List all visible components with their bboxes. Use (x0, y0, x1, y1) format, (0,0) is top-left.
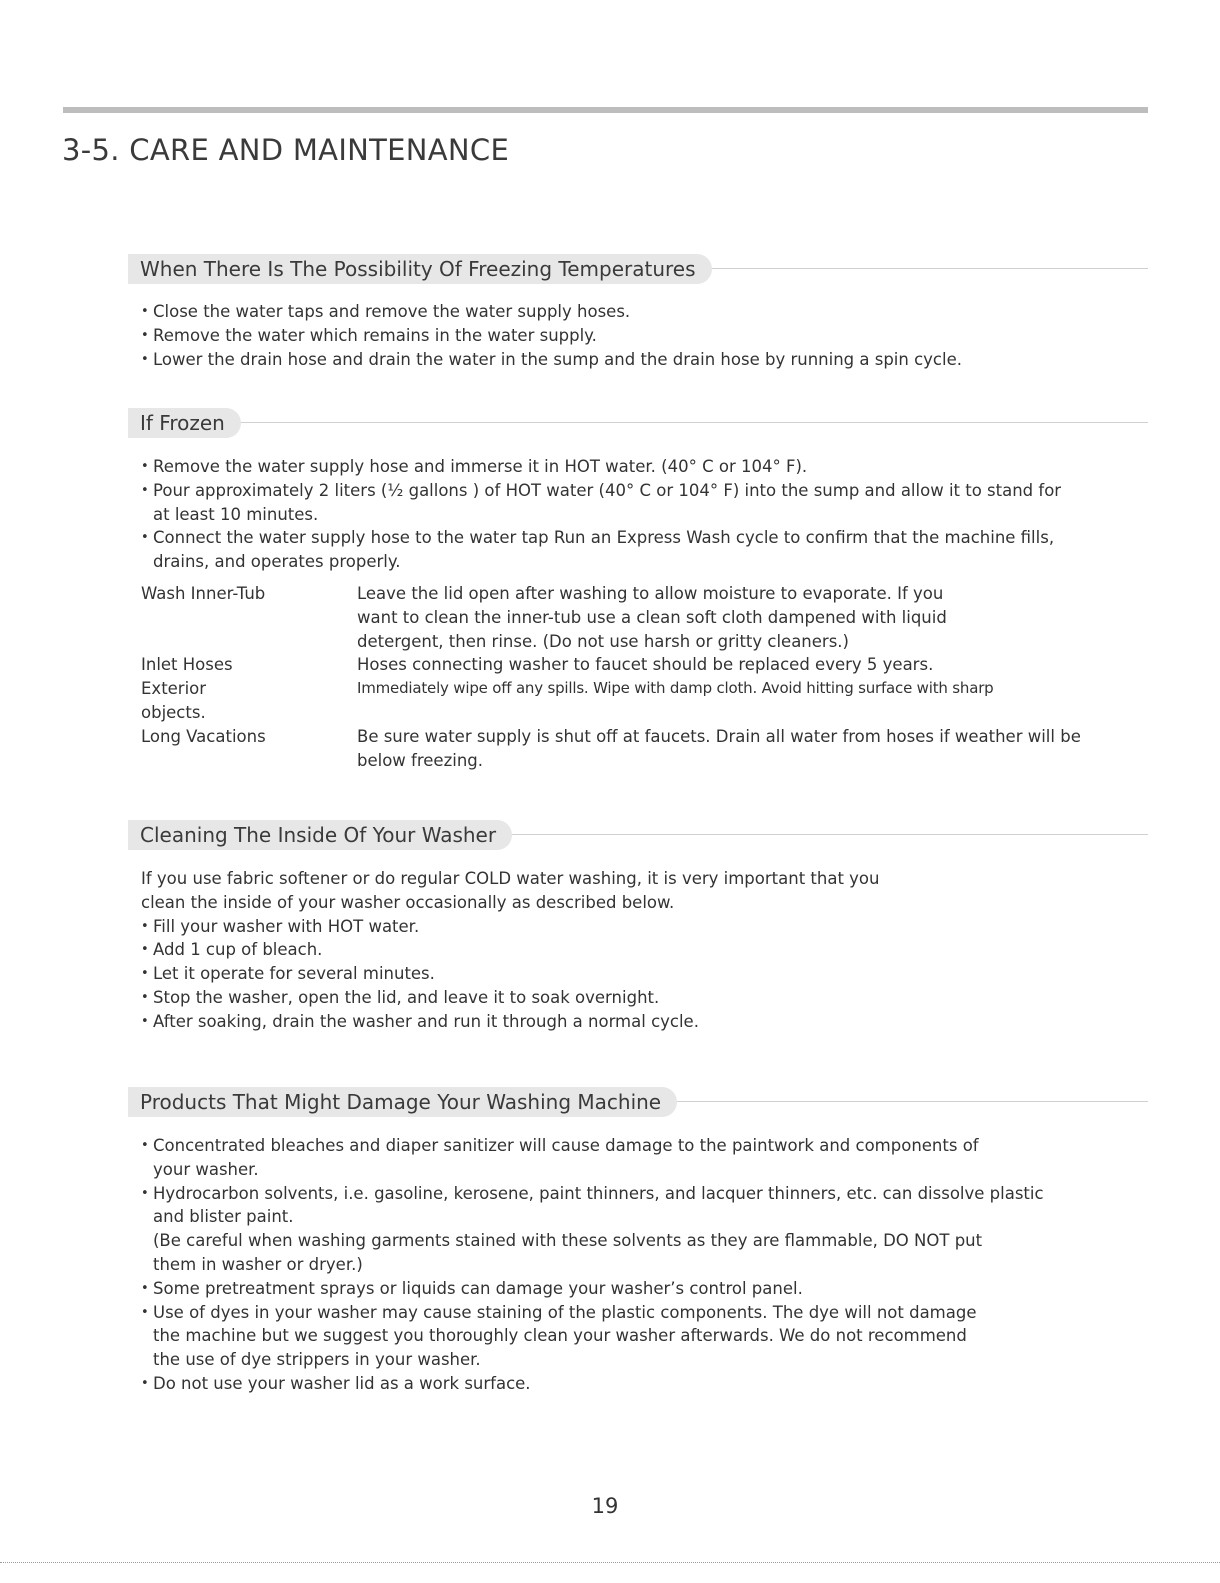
list-item: • Do not use your washer lid as a work surface. (141, 1372, 1166, 1396)
list-item: • Lower the drain hose and drain the water in the sump and the drain hose by running a spin cycle. (141, 348, 1166, 372)
care-label: Long Vacations (141, 726, 266, 746)
care-row-exterior (141, 677, 1187, 701)
section-title: If Frozen (128, 408, 241, 438)
products-list (141, 1134, 1166, 1396)
care-text: Hoses connecting washer to faucet should be replaced every 5 years. (357, 655, 934, 675)
section-divider (128, 422, 1148, 423)
top-rule (63, 107, 1148, 113)
list-item: • Remove the water supply hose and immerse it in HOT water. (40° C or 104° F). (141, 455, 1166, 479)
section-title: Products That Might Damage Your Washing Machine (128, 1087, 677, 1117)
list-item: • Use of dyes in your washer may cause staining of the plastic components. The dye will not damage the machine but we suggest you thoroughly clean your washer afterwards. We do not recommend the use of dye strippers in your washer. (141, 1301, 1166, 1372)
cleaning-content (141, 867, 1166, 1034)
section-header-products (128, 1087, 1148, 1117)
care-row-wash-inner-tub (141, 582, 1187, 653)
page-title: 3-5. CARE AND MAINTENANCE (62, 133, 510, 167)
list-item: • Remove the water which remains in the water supply. (141, 324, 1166, 348)
section-title: When There Is The Possibility Of Freezing Temperatures (128, 254, 712, 284)
list-item: • Connect the water supply hose to the water tap Run an Express Wash cycle to confirm that the machine fills, drains, and operates properly. (141, 526, 1166, 574)
list-item: • Fill your washer with HOT water. (141, 915, 1166, 939)
list-item: • Hydrocarbon solvents, i.e. gasoline, kerosene, paint thinners, and lacquer thinners, etc. can dissolve plastic and blister paint. (Be careful when washing garments stained with these solvents as they are flammable, DO NOT put them in washer or dryer.) (141, 1182, 1166, 1277)
care-text: Leave the lid open after washing to allow moisture to evaporate. If you want to clean the inner-tub use a clean soft cloth dampened with liquid detergent, then rinse. (Do not use harsh or gritty cleaners.) (357, 584, 947, 651)
list-item: • Stop the washer, open the lid, and leave it to soak overnight. (141, 986, 1166, 1010)
bottom-rule (0, 1562, 1220, 1563)
care-text: Immediately wipe off any spills. Wipe with damp cloth. Avoid hitting surface with sharp (357, 679, 994, 698)
section-title: Cleaning The Inside Of Your Washer (128, 820, 512, 850)
care-continuation: objects. (141, 702, 206, 722)
care-table (141, 582, 1187, 772)
section-header-freezing (128, 254, 1148, 284)
list-item: • Pour approximately 2 liters (½ gallons ) of HOT water (40° C or 104° F) into the sump and allow it to stand for at least 10 minutes. (141, 479, 1166, 527)
care-label: Wash Inner-Tub (141, 584, 266, 603)
list-item: • After soaking, drain the washer and run it through a normal cycle. (141, 1010, 1166, 1034)
list-item: • Some pretreatment sprays or liquids can damage your washer’s control panel. (141, 1277, 1166, 1301)
care-row-long-vacations (141, 725, 1187, 773)
frozen-steps (141, 455, 1166, 574)
care-label: Exterior (141, 679, 207, 699)
list-item: • Add 1 cup of bleach. (141, 938, 1166, 962)
page-number: 19 (591, 1494, 619, 1518)
section-header-frozen (128, 408, 1148, 438)
list-item: • Let it operate for several minutes. (141, 962, 1166, 986)
care-text: Be sure water supply is shut off at faucets. Drain all water from hoses if weather will be below freezing. (357, 726, 1081, 770)
list-item: • Concentrated bleaches and diaper sanitizer will cause damage to the paintwork and components of your washer. (141, 1134, 1166, 1182)
list-item: • Close the water taps and remove the water supply hoses. (141, 300, 1166, 324)
care-row-inlet-hoses (141, 653, 1187, 677)
cleaning-intro: If you use fabric softener or do regular COLD water washing, it is very important that you clean the inside of your washer occasionally as described below. (141, 869, 880, 912)
care-label: Inlet Hoses (141, 655, 233, 675)
section-header-cleaning (128, 820, 1148, 850)
freezing-steps (141, 300, 1166, 371)
